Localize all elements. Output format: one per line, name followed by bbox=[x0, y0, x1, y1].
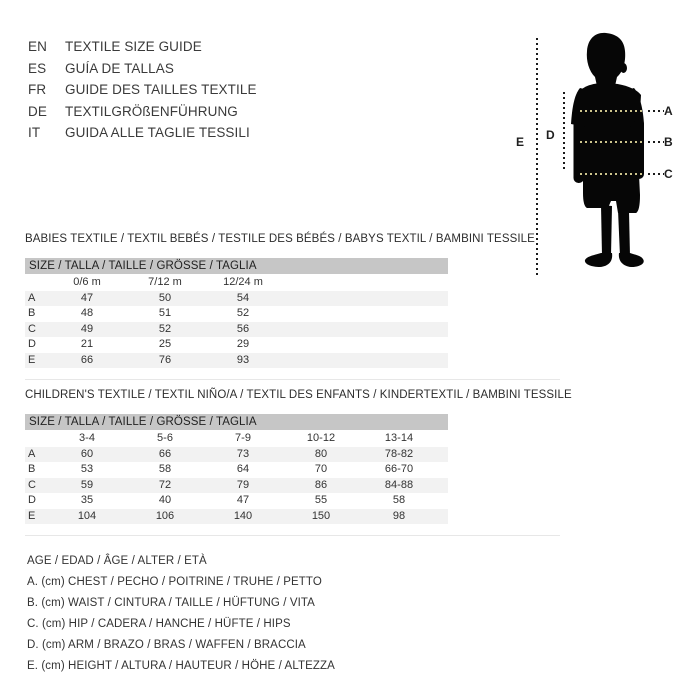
cell: 104 bbox=[77, 509, 97, 522]
table-row bbox=[25, 353, 448, 369]
legend-item: E. (cm) HEIGHT / ALTURA / HAUTEUR / HÖHE / ALTEZZA bbox=[27, 659, 335, 672]
column-header: 3-4 bbox=[79, 432, 95, 444]
cell: 35 bbox=[80, 494, 94, 506]
cell: 140 bbox=[233, 509, 253, 522]
cell: 64 bbox=[236, 463, 250, 475]
table-row bbox=[25, 337, 448, 353]
size-header-bar: SIZE / TALLA / TAILLE / GRÖSSE / TAGLIA bbox=[25, 258, 448, 274]
column-header: 5-6 bbox=[157, 432, 173, 444]
cell: 66-70 bbox=[384, 463, 414, 475]
cell: 53 bbox=[80, 463, 94, 475]
measure-label-c: C bbox=[664, 167, 673, 181]
cell: 29 bbox=[236, 338, 250, 350]
cell: 54 bbox=[236, 291, 250, 304]
language-code: ES bbox=[28, 60, 47, 76]
measure-label-b: B bbox=[664, 135, 673, 149]
column-header: 10-12 bbox=[306, 432, 336, 444]
table-row bbox=[25, 509, 448, 525]
cell: 78-82 bbox=[384, 447, 414, 460]
legend-item: B. (cm) WAIST / CINTURA / TAILLE / HÜFTUNG / VITA bbox=[27, 596, 315, 609]
silhouette-left-leg bbox=[601, 205, 612, 256]
cell: 59 bbox=[80, 478, 94, 491]
legend-age-line: AGE / EDAD / ÂGE / ALTER / ETÀ bbox=[27, 555, 207, 567]
children-section-title: CHILDREN'S TEXTILE / TEXTIL NIÑO/A / TEXTIL DES ENFANTS / KINDERTEXTIL / BAMBINI TESSILE bbox=[25, 389, 572, 401]
row-label: C bbox=[28, 478, 36, 491]
column-header: 7/12 m bbox=[148, 276, 182, 288]
cell: 150 bbox=[311, 509, 331, 522]
cell: 66 bbox=[80, 353, 94, 366]
child-silhouette bbox=[555, 25, 685, 275]
silhouette-right-arm bbox=[634, 119, 645, 179]
row-label: E bbox=[28, 353, 36, 366]
language-code: FR bbox=[28, 82, 47, 97]
table-divider bbox=[25, 379, 560, 380]
row-label: C bbox=[28, 322, 36, 335]
measure-label-a: A bbox=[664, 104, 673, 118]
column-header-row bbox=[25, 431, 438, 447]
cell: 70 bbox=[314, 463, 328, 475]
cell: 73 bbox=[236, 447, 250, 460]
cell: 66 bbox=[158, 447, 172, 460]
column-header-row bbox=[25, 275, 282, 291]
column-spacer bbox=[25, 431, 48, 447]
cell: 51 bbox=[158, 307, 172, 319]
language-title: TEXTILE SIZE GUIDE bbox=[65, 39, 202, 54]
table-divider bbox=[25, 535, 560, 536]
row-label: A bbox=[28, 291, 36, 304]
cell: 21 bbox=[80, 338, 94, 350]
column-header: 0/6 m bbox=[73, 276, 101, 288]
cell: 48 bbox=[80, 307, 94, 319]
cell: 72 bbox=[158, 478, 172, 491]
waist-measure-line-b bbox=[648, 141, 664, 143]
table-row bbox=[25, 462, 448, 478]
row-label: B bbox=[28, 307, 36, 319]
legend bbox=[27, 551, 335, 676]
row-label: D bbox=[28, 338, 36, 350]
row-label: B bbox=[28, 463, 36, 475]
waist-measure-line-b-on-body bbox=[580, 141, 643, 143]
cell: 52 bbox=[158, 322, 172, 335]
height-measure-line-e bbox=[536, 38, 538, 278]
hip-measure-line-c-on-body bbox=[580, 173, 643, 175]
size-header-bar: SIZE / TALLA / TAILLE / GRÖSSE / TAGLIA bbox=[25, 414, 448, 430]
language-row bbox=[28, 58, 257, 80]
measure-label-e: E bbox=[516, 135, 525, 149]
column-header: 13-14 bbox=[384, 432, 414, 444]
cell: 106 bbox=[155, 509, 175, 522]
cell: 93 bbox=[236, 353, 250, 366]
row-label: E bbox=[28, 509, 36, 522]
silhouette-right-foot bbox=[619, 253, 644, 267]
language-row bbox=[28, 122, 257, 144]
silhouette-right-leg bbox=[618, 210, 630, 256]
cell: 50 bbox=[158, 291, 172, 304]
language-title: GUIDE DES TAILLES TEXTILE bbox=[65, 82, 257, 97]
table-row bbox=[25, 493, 448, 509]
cell: 58 bbox=[392, 494, 406, 506]
language-list bbox=[28, 36, 257, 144]
cell: 79 bbox=[236, 478, 250, 491]
chest-measure-line-a-on-body bbox=[580, 110, 643, 112]
language-title: GUÍA DE TALLAS bbox=[65, 60, 174, 76]
cell: 47 bbox=[80, 291, 94, 304]
cell: 60 bbox=[80, 447, 94, 460]
column-header: 12/24 m bbox=[223, 276, 263, 288]
table-row bbox=[25, 322, 448, 338]
chest-measure-line-a bbox=[648, 110, 664, 112]
table-body bbox=[25, 291, 448, 369]
measure-label-d: D bbox=[546, 128, 555, 142]
language-code: EN bbox=[28, 39, 47, 54]
language-row bbox=[28, 36, 257, 58]
arm-measure-line-d bbox=[563, 92, 565, 172]
language-row bbox=[28, 101, 257, 123]
language-code: DE bbox=[28, 103, 47, 119]
cell: 40 bbox=[158, 494, 172, 506]
language-title: GUIDA ALLE TAGLIE TESSILI bbox=[65, 125, 250, 140]
language-row bbox=[28, 79, 257, 101]
table-row bbox=[25, 291, 448, 307]
column-spacer bbox=[25, 275, 48, 291]
column-header: 7-9 bbox=[235, 432, 251, 444]
cell: 47 bbox=[236, 494, 250, 506]
silhouette-ear bbox=[620, 63, 627, 73]
cell: 56 bbox=[236, 322, 250, 335]
cell: 98 bbox=[392, 509, 406, 522]
legend-item: D. (cm) ARM / BRAZO / BRAS / WAFFEN / BRACCIA bbox=[27, 638, 306, 651]
cell: 58 bbox=[158, 463, 172, 475]
language-code: IT bbox=[28, 125, 41, 140]
table-row bbox=[25, 447, 448, 463]
row-label: A bbox=[28, 447, 36, 460]
hip-measure-line-c bbox=[648, 173, 664, 175]
legend-item: C. (cm) HIP / CADERA / HANCHE / HÜFTE / HIPS bbox=[27, 617, 291, 630]
table-row bbox=[25, 478, 448, 494]
cell: 55 bbox=[314, 494, 328, 506]
babies-section-title: BABIES TEXTILE / TEXTIL BEBÉS / TESTILE DES BÉBÉS / BABYS TEXTIL / BAMBINI TESSILE bbox=[25, 233, 535, 245]
row-label: D bbox=[28, 494, 36, 506]
silhouette-left-foot bbox=[585, 253, 612, 267]
cell: 25 bbox=[158, 338, 172, 350]
table-row bbox=[25, 306, 448, 322]
cell: 86 bbox=[314, 478, 328, 491]
cell: 76 bbox=[158, 353, 172, 366]
cell: 52 bbox=[236, 307, 250, 319]
cell: 80 bbox=[314, 447, 328, 460]
table-body bbox=[25, 447, 448, 525]
legend-item: A. (cm) CHEST / PECHO / POITRINE / TRUHE / PETTO bbox=[27, 575, 322, 588]
language-title: TEXTILGRÖßENFÜHRUNG bbox=[65, 103, 238, 119]
cell: 49 bbox=[80, 322, 94, 335]
cell: 84-88 bbox=[384, 478, 414, 491]
